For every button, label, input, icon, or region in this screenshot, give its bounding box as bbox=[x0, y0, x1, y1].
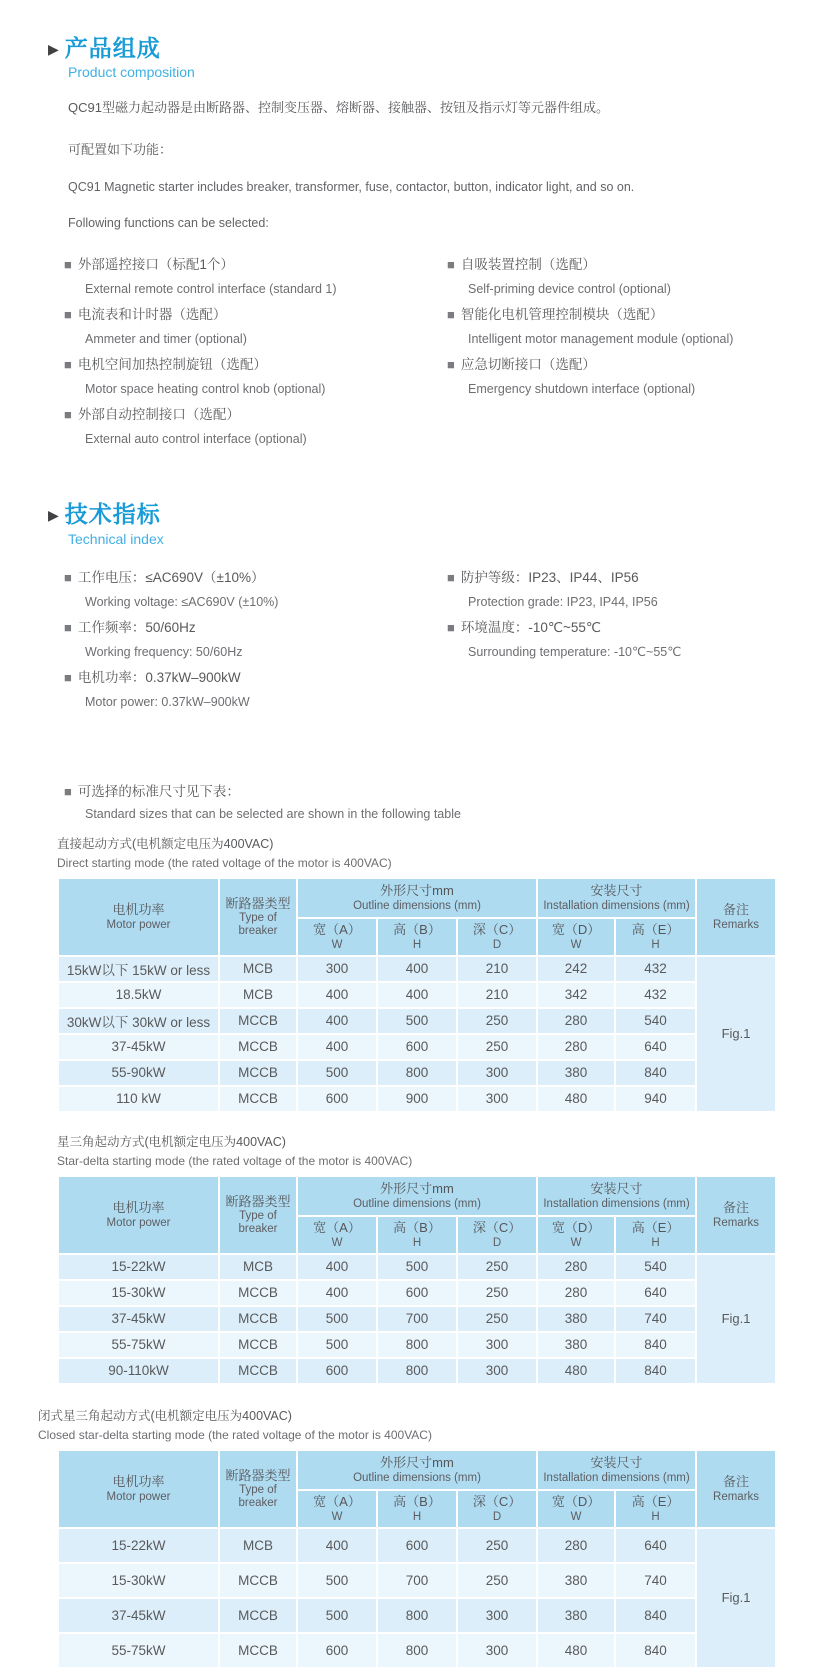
dimension-value-cell: 400 bbox=[297, 982, 377, 1008]
dimension-value-cell: 500 bbox=[297, 1060, 377, 1086]
dimension-value-cell: 940 bbox=[615, 1086, 696, 1112]
note-label-en: Standard sizes that can be selected are shown in the following table bbox=[85, 806, 461, 821]
header-width-d: 宽（D） W bbox=[537, 1216, 615, 1254]
table-row bbox=[58, 1306, 776, 1332]
dimension-table-direct-starting bbox=[57, 877, 777, 1113]
spec-item bbox=[64, 619, 447, 660]
feature-item bbox=[64, 406, 447, 447]
dimension-value-cell: 400 bbox=[297, 1254, 377, 1280]
intro-paragraph-en: Following functions can be selected: bbox=[68, 216, 269, 231]
section-title-en: Technical index bbox=[68, 530, 164, 547]
dimension-value-cell: 480 bbox=[537, 1086, 615, 1112]
spec-item bbox=[64, 669, 447, 710]
dimension-value-cell: 640 bbox=[615, 1528, 696, 1563]
spec-label-en: Surrounding temperature: -10℃~55℃ bbox=[468, 644, 682, 659]
remark-cell: Fig.1 bbox=[696, 1528, 776, 1668]
breaker-type-cell: MCCB bbox=[219, 1060, 297, 1086]
spec-label-cn: 电机功率：0.37kW–900kW bbox=[77, 669, 241, 685]
motor-power-cell: 55-90kW bbox=[58, 1060, 219, 1086]
section-technical-index-header bbox=[48, 502, 830, 546]
spec-label-en: Working frequency: 50/60Hz bbox=[85, 644, 243, 659]
motor-power-cell: 15kW以下 15kW or less bbox=[58, 956, 219, 982]
intro-paragraph-cn: QC91型磁力起动器是由断路器、控制变压器、熔断器、接触器、按钮及指示灯等元器件组成。 bbox=[68, 100, 609, 116]
spec-label-cn: 工作电压：≤AC690V（±10%） bbox=[77, 569, 265, 585]
table-row bbox=[58, 1086, 776, 1112]
header-outline-dimensions: 外形尺寸mm Outline dimensions (mm) bbox=[297, 1450, 537, 1490]
intro-paragraph-cn: 可配置如下功能： bbox=[68, 142, 173, 158]
motor-power-cell: 110 kW bbox=[58, 1086, 219, 1112]
dimension-value-cell: 700 bbox=[377, 1306, 457, 1332]
motor-power-cell: 15-30kW bbox=[58, 1280, 219, 1306]
feature-list bbox=[64, 256, 830, 456]
header-installation-dimensions: 安装尺寸 Installation dimensions (mm) bbox=[537, 878, 696, 918]
dimension-value-cell: 840 bbox=[615, 1060, 696, 1086]
table-section-closed-star-delta bbox=[38, 1407, 775, 1669]
spec-item bbox=[447, 569, 830, 610]
spec-list bbox=[64, 569, 830, 719]
feature-label-cn: 外部遥控接口（标配1个） bbox=[77, 257, 234, 273]
table-header bbox=[58, 1450, 776, 1528]
section-title-cn: 技术指标 bbox=[64, 501, 161, 528]
feature-label-cn: 电流表和计时器（选配） bbox=[77, 307, 227, 323]
dimension-value-cell: 400 bbox=[377, 956, 457, 982]
header-depth-c: 深（C） D bbox=[457, 918, 537, 956]
feature-label-en: Ammeter and timer (optional) bbox=[85, 332, 247, 347]
header-breaker-type: 断路器类型 Type of breaker bbox=[219, 1450, 297, 1528]
table-caption-en: Star-delta starting mode (the rated voltage of the motor is 400VAC) bbox=[57, 1153, 413, 1168]
dimension-value-cell: 740 bbox=[615, 1306, 696, 1332]
intro-paragraph-en: QC91 Magnetic starter includes breaker, transformer, fuse, contactor, button, indicator light, and so on. bbox=[68, 180, 635, 195]
bullet-square-icon: ■ bbox=[64, 407, 72, 423]
dimension-value-cell: 300 bbox=[457, 1633, 537, 1668]
feature-item bbox=[64, 306, 447, 347]
bullet-square-icon: ■ bbox=[64, 357, 72, 373]
feature-item bbox=[64, 356, 447, 397]
dimension-value-cell: 600 bbox=[297, 1086, 377, 1112]
feature-item bbox=[64, 256, 447, 297]
dimension-value-cell: 250 bbox=[457, 1280, 537, 1306]
motor-power-cell: 90-110kW bbox=[58, 1358, 219, 1384]
header-remarks: 备注 Remarks bbox=[696, 1176, 776, 1254]
dimension-value-cell: 400 bbox=[297, 1034, 377, 1060]
feature-column-right bbox=[447, 256, 830, 456]
dimension-value-cell: 250 bbox=[457, 1254, 537, 1280]
table-row bbox=[58, 1633, 776, 1668]
table-header bbox=[58, 878, 776, 956]
note-label-cn: 可选择的标准尺寸见下表： bbox=[77, 783, 240, 799]
header-installation-dimensions: 安装尺寸 Installation dimensions (mm) bbox=[537, 1176, 696, 1216]
dimension-value-cell: 400 bbox=[297, 1280, 377, 1306]
breaker-type-cell: MCCB bbox=[219, 1280, 297, 1306]
motor-power-cell: 15-22kW bbox=[58, 1254, 219, 1280]
table-caption-cn: 星三角起动方式(电机额定电压为400VAC) bbox=[57, 1134, 286, 1149]
feature-label-en: Emergency shutdown interface (optional) bbox=[468, 382, 696, 397]
motor-power-cell: 15-30kW bbox=[58, 1563, 219, 1598]
dimension-value-cell: 540 bbox=[615, 1008, 696, 1034]
breaker-type-cell: MCB bbox=[219, 1528, 297, 1563]
header-height-b: 高（B） H bbox=[377, 918, 457, 956]
dimension-value-cell: 342 bbox=[537, 982, 615, 1008]
dimension-value-cell: 210 bbox=[457, 956, 537, 982]
section-title-cn: 产品组成 bbox=[64, 35, 161, 61]
arrow-right-icon: ▶ bbox=[48, 506, 59, 523]
bullet-square-icon: ■ bbox=[64, 569, 72, 585]
section-title-en: Product composition bbox=[68, 64, 195, 81]
motor-power-cell: 37-45kW bbox=[58, 1306, 219, 1332]
header-breaker-type: 断路器类型 Type of breaker bbox=[219, 878, 297, 956]
table-row bbox=[58, 1280, 776, 1306]
dimension-value-cell: 280 bbox=[537, 1528, 615, 1563]
dimension-value-cell: 400 bbox=[297, 1528, 377, 1563]
dimension-value-cell: 600 bbox=[377, 1280, 457, 1306]
dimension-value-cell: 380 bbox=[537, 1563, 615, 1598]
dimension-value-cell: 480 bbox=[537, 1633, 615, 1668]
bullet-square-icon: ■ bbox=[64, 619, 72, 635]
section-title-row bbox=[48, 36, 830, 61]
feature-label-en: External auto control interface (optional) bbox=[85, 432, 307, 447]
dimension-value-cell: 640 bbox=[615, 1034, 696, 1060]
dimension-value-cell: 600 bbox=[297, 1633, 377, 1668]
dimension-value-cell: 432 bbox=[615, 982, 696, 1008]
dimension-value-cell: 600 bbox=[377, 1528, 457, 1563]
bullet-square-icon: ■ bbox=[447, 619, 455, 635]
header-height-b: 高（B） H bbox=[377, 1216, 457, 1254]
dimension-value-cell: 300 bbox=[457, 1598, 537, 1633]
remark-cell: Fig.1 bbox=[696, 956, 776, 1112]
arrow-right-icon: ▶ bbox=[48, 40, 59, 57]
breaker-type-cell: MCCB bbox=[219, 1633, 297, 1668]
dimension-value-cell: 480 bbox=[537, 1358, 615, 1384]
table-section-direct-starting bbox=[57, 835, 775, 1113]
dimension-value-cell: 300 bbox=[297, 956, 377, 982]
header-width-a: 宽（A） W bbox=[297, 918, 377, 956]
dimension-value-cell: 500 bbox=[297, 1306, 377, 1332]
dimension-value-cell: 800 bbox=[377, 1598, 457, 1633]
table-caption-cn: 直接起动方式(电机额定电压为400VAC) bbox=[57, 836, 274, 851]
table-row bbox=[58, 1254, 776, 1280]
header-remarks: 备注 Remarks bbox=[696, 1450, 776, 1528]
dimension-value-cell: 210 bbox=[457, 982, 537, 1008]
breaker-type-cell: MCCB bbox=[219, 1598, 297, 1633]
feature-label-en: Intelligent motor management module (optional) bbox=[468, 332, 734, 347]
dimension-value-cell: 500 bbox=[377, 1254, 457, 1280]
breaker-type-cell: MCCB bbox=[219, 1086, 297, 1112]
dimension-value-cell: 250 bbox=[457, 1563, 537, 1598]
dimension-value-cell: 380 bbox=[537, 1332, 615, 1358]
breaker-type-cell: MCCB bbox=[219, 1008, 297, 1034]
dimension-value-cell: 800 bbox=[377, 1332, 457, 1358]
dimension-value-cell: 500 bbox=[377, 1008, 457, 1034]
table-caption-en: Direct starting mode (the rated voltage of the motor is 400VAC) bbox=[57, 855, 392, 870]
dimension-value-cell: 300 bbox=[457, 1060, 537, 1086]
motor-power-cell: 55-75kW bbox=[58, 1332, 219, 1358]
spec-column-left bbox=[64, 569, 447, 719]
table-body bbox=[58, 1254, 776, 1384]
feature-label-en: Motor space heating control knob (optional) bbox=[85, 382, 326, 397]
feature-label-cn: 自吸装置控制（选配） bbox=[460, 257, 596, 273]
header-height-e: 高（E） H bbox=[615, 1490, 696, 1528]
header-width-d: 宽（D） W bbox=[537, 1490, 615, 1528]
dimension-value-cell: 500 bbox=[297, 1598, 377, 1633]
breaker-type-cell: MCB bbox=[219, 982, 297, 1008]
dimension-value-cell: 840 bbox=[615, 1332, 696, 1358]
dimension-value-cell: 540 bbox=[615, 1254, 696, 1280]
feature-label-cn: 外部自动控制接口（选配） bbox=[77, 407, 240, 423]
header-width-a: 宽（A） W bbox=[297, 1490, 377, 1528]
table-row bbox=[58, 1034, 776, 1060]
dimension-value-cell: 380 bbox=[537, 1060, 615, 1086]
header-height-b: 高（B） H bbox=[377, 1490, 457, 1528]
dimension-value-cell: 800 bbox=[377, 1358, 457, 1384]
spec-column-right bbox=[447, 569, 830, 719]
header-motor-power: 电机功率 Motor power bbox=[58, 878, 219, 956]
bullet-square-icon: ■ bbox=[64, 307, 72, 323]
header-height-e: 高（E） H bbox=[615, 1216, 696, 1254]
header-motor-power: 电机功率 Motor power bbox=[58, 1176, 219, 1254]
table-row bbox=[58, 982, 776, 1008]
breaker-type-cell: MCCB bbox=[219, 1332, 297, 1358]
header-width-d: 宽（D） W bbox=[537, 918, 615, 956]
header-height-e: 高（E） H bbox=[615, 918, 696, 956]
dimension-value-cell: 300 bbox=[457, 1086, 537, 1112]
header-depth-c: 深（C） D bbox=[457, 1216, 537, 1254]
feature-label-cn: 智能化电机管理控制模块（选配） bbox=[460, 307, 664, 323]
spec-label-en: Motor power: 0.37kW–900kW bbox=[85, 694, 250, 709]
bullet-square-icon: ■ bbox=[447, 257, 455, 273]
dimension-value-cell: 840 bbox=[615, 1598, 696, 1633]
bullet-square-icon: ■ bbox=[64, 783, 72, 799]
spec-label-cn: 工作频率：50/60Hz bbox=[77, 619, 196, 635]
bullet-square-icon: ■ bbox=[447, 357, 455, 373]
dimension-value-cell: 242 bbox=[537, 956, 615, 982]
dimension-value-cell: 380 bbox=[537, 1598, 615, 1633]
standard-sizes-note bbox=[64, 783, 830, 821]
spec-label-cn: 防护等级：IP23、IP44、IP56 bbox=[460, 569, 639, 585]
breaker-type-cell: MCCB bbox=[219, 1034, 297, 1060]
spec-item bbox=[447, 619, 830, 660]
header-outline-dimensions: 外形尺寸mm Outline dimensions (mm) bbox=[297, 1176, 537, 1216]
table-body bbox=[58, 1528, 776, 1668]
feature-item bbox=[447, 306, 830, 347]
dimension-table-closed-star-delta bbox=[57, 1449, 777, 1669]
table-header bbox=[58, 1176, 776, 1254]
table-row bbox=[58, 1528, 776, 1563]
header-installation-dimensions: 安装尺寸 Installation dimensions (mm) bbox=[537, 1450, 696, 1490]
table-row bbox=[58, 1563, 776, 1598]
spec-item bbox=[64, 569, 447, 610]
dimension-table-star-delta bbox=[57, 1175, 777, 1385]
dimension-value-cell: 280 bbox=[537, 1034, 615, 1060]
dimension-value-cell: 700 bbox=[377, 1563, 457, 1598]
dimension-value-cell: 500 bbox=[297, 1563, 377, 1598]
table-row bbox=[58, 1358, 776, 1384]
feature-label-en: External remote control interface (standard 1) bbox=[85, 282, 337, 297]
spec-label-en: Protection grade: IP23, IP44, IP56 bbox=[468, 594, 658, 609]
bullet-square-icon: ■ bbox=[447, 307, 455, 323]
table-row bbox=[58, 1332, 776, 1358]
product-intro bbox=[68, 97, 830, 230]
dimension-value-cell: 380 bbox=[537, 1306, 615, 1332]
dimension-value-cell: 640 bbox=[615, 1280, 696, 1306]
dimension-value-cell: 840 bbox=[615, 1358, 696, 1384]
motor-power-cell: 37-45kW bbox=[58, 1598, 219, 1633]
motor-power-cell: 18.5kW bbox=[58, 982, 219, 1008]
dimension-value-cell: 740 bbox=[615, 1563, 696, 1598]
breaker-type-cell: MCCB bbox=[219, 1563, 297, 1598]
table-row bbox=[58, 956, 776, 982]
table-section-star-delta bbox=[57, 1133, 775, 1385]
feature-label-cn: 应急切断接口（选配） bbox=[460, 357, 596, 373]
bullet-square-icon: ■ bbox=[447, 569, 455, 585]
header-outline-dimensions: 外形尺寸mm Outline dimensions (mm) bbox=[297, 878, 537, 918]
dimension-value-cell: 400 bbox=[297, 1008, 377, 1034]
table-body bbox=[58, 956, 776, 1112]
header-width-a: 宽（A） W bbox=[297, 1216, 377, 1254]
dimension-value-cell: 250 bbox=[457, 1008, 537, 1034]
dimension-value-cell: 280 bbox=[537, 1008, 615, 1034]
feature-label-en: Self-priming device control (optional) bbox=[468, 282, 671, 297]
dimension-value-cell: 300 bbox=[457, 1332, 537, 1358]
motor-power-cell: 30kW以下 30kW or less bbox=[58, 1008, 219, 1034]
motor-power-cell: 15-22kW bbox=[58, 1528, 219, 1563]
feature-label-cn: 电机空间加热控制旋钮（选配） bbox=[77, 357, 267, 373]
table-caption-cn: 闭式星三角起动方式(电机额定电压为400VAC) bbox=[38, 1408, 292, 1423]
remark-cell: Fig.1 bbox=[696, 1254, 776, 1384]
dimension-value-cell: 800 bbox=[377, 1633, 457, 1668]
dimension-value-cell: 280 bbox=[537, 1280, 615, 1306]
breaker-type-cell: MCCB bbox=[219, 1358, 297, 1384]
dimension-value-cell: 840 bbox=[615, 1633, 696, 1668]
spec-label-cn: 环境温度：-10℃~55℃ bbox=[460, 619, 602, 635]
header-depth-c: 深（C） D bbox=[457, 1490, 537, 1528]
section-title-row bbox=[48, 502, 830, 527]
dimension-value-cell: 800 bbox=[377, 1060, 457, 1086]
table-row bbox=[58, 1598, 776, 1633]
motor-power-cell: 55-75kW bbox=[58, 1633, 219, 1668]
dimension-value-cell: 250 bbox=[457, 1034, 537, 1060]
bullet-square-icon: ■ bbox=[64, 257, 72, 273]
dimension-value-cell: 250 bbox=[457, 1306, 537, 1332]
header-motor-power: 电机功率 Motor power bbox=[58, 1450, 219, 1528]
spec-label-en: Working voltage: ≤AC690V (±10%) bbox=[85, 594, 279, 609]
dimension-value-cell: 300 bbox=[457, 1358, 537, 1384]
dimension-value-cell: 600 bbox=[297, 1358, 377, 1384]
dimension-value-cell: 432 bbox=[615, 956, 696, 982]
bullet-square-icon: ■ bbox=[64, 669, 72, 685]
dimension-value-cell: 600 bbox=[377, 1034, 457, 1060]
header-remarks: 备注 Remarks bbox=[696, 878, 776, 956]
feature-item bbox=[447, 356, 830, 397]
table-row bbox=[58, 1060, 776, 1086]
dimension-value-cell: 280 bbox=[537, 1254, 615, 1280]
section-product-composition-header bbox=[48, 36, 830, 80]
feature-column-left bbox=[64, 256, 447, 456]
dimension-value-cell: 250 bbox=[457, 1528, 537, 1563]
dimension-value-cell: 900 bbox=[377, 1086, 457, 1112]
dimension-value-cell: 500 bbox=[297, 1332, 377, 1358]
breaker-type-cell: MCCB bbox=[219, 1306, 297, 1332]
feature-item bbox=[447, 256, 830, 297]
dimension-value-cell: 400 bbox=[377, 982, 457, 1008]
table-row bbox=[58, 1008, 776, 1034]
breaker-type-cell: MCB bbox=[219, 956, 297, 982]
header-breaker-type: 断路器类型 Type of breaker bbox=[219, 1176, 297, 1254]
table-caption-en: Closed star-delta starting mode (the rated voltage of the motor is 400VAC) bbox=[38, 1427, 432, 1442]
breaker-type-cell: MCB bbox=[219, 1254, 297, 1280]
motor-power-cell: 37-45kW bbox=[58, 1034, 219, 1060]
